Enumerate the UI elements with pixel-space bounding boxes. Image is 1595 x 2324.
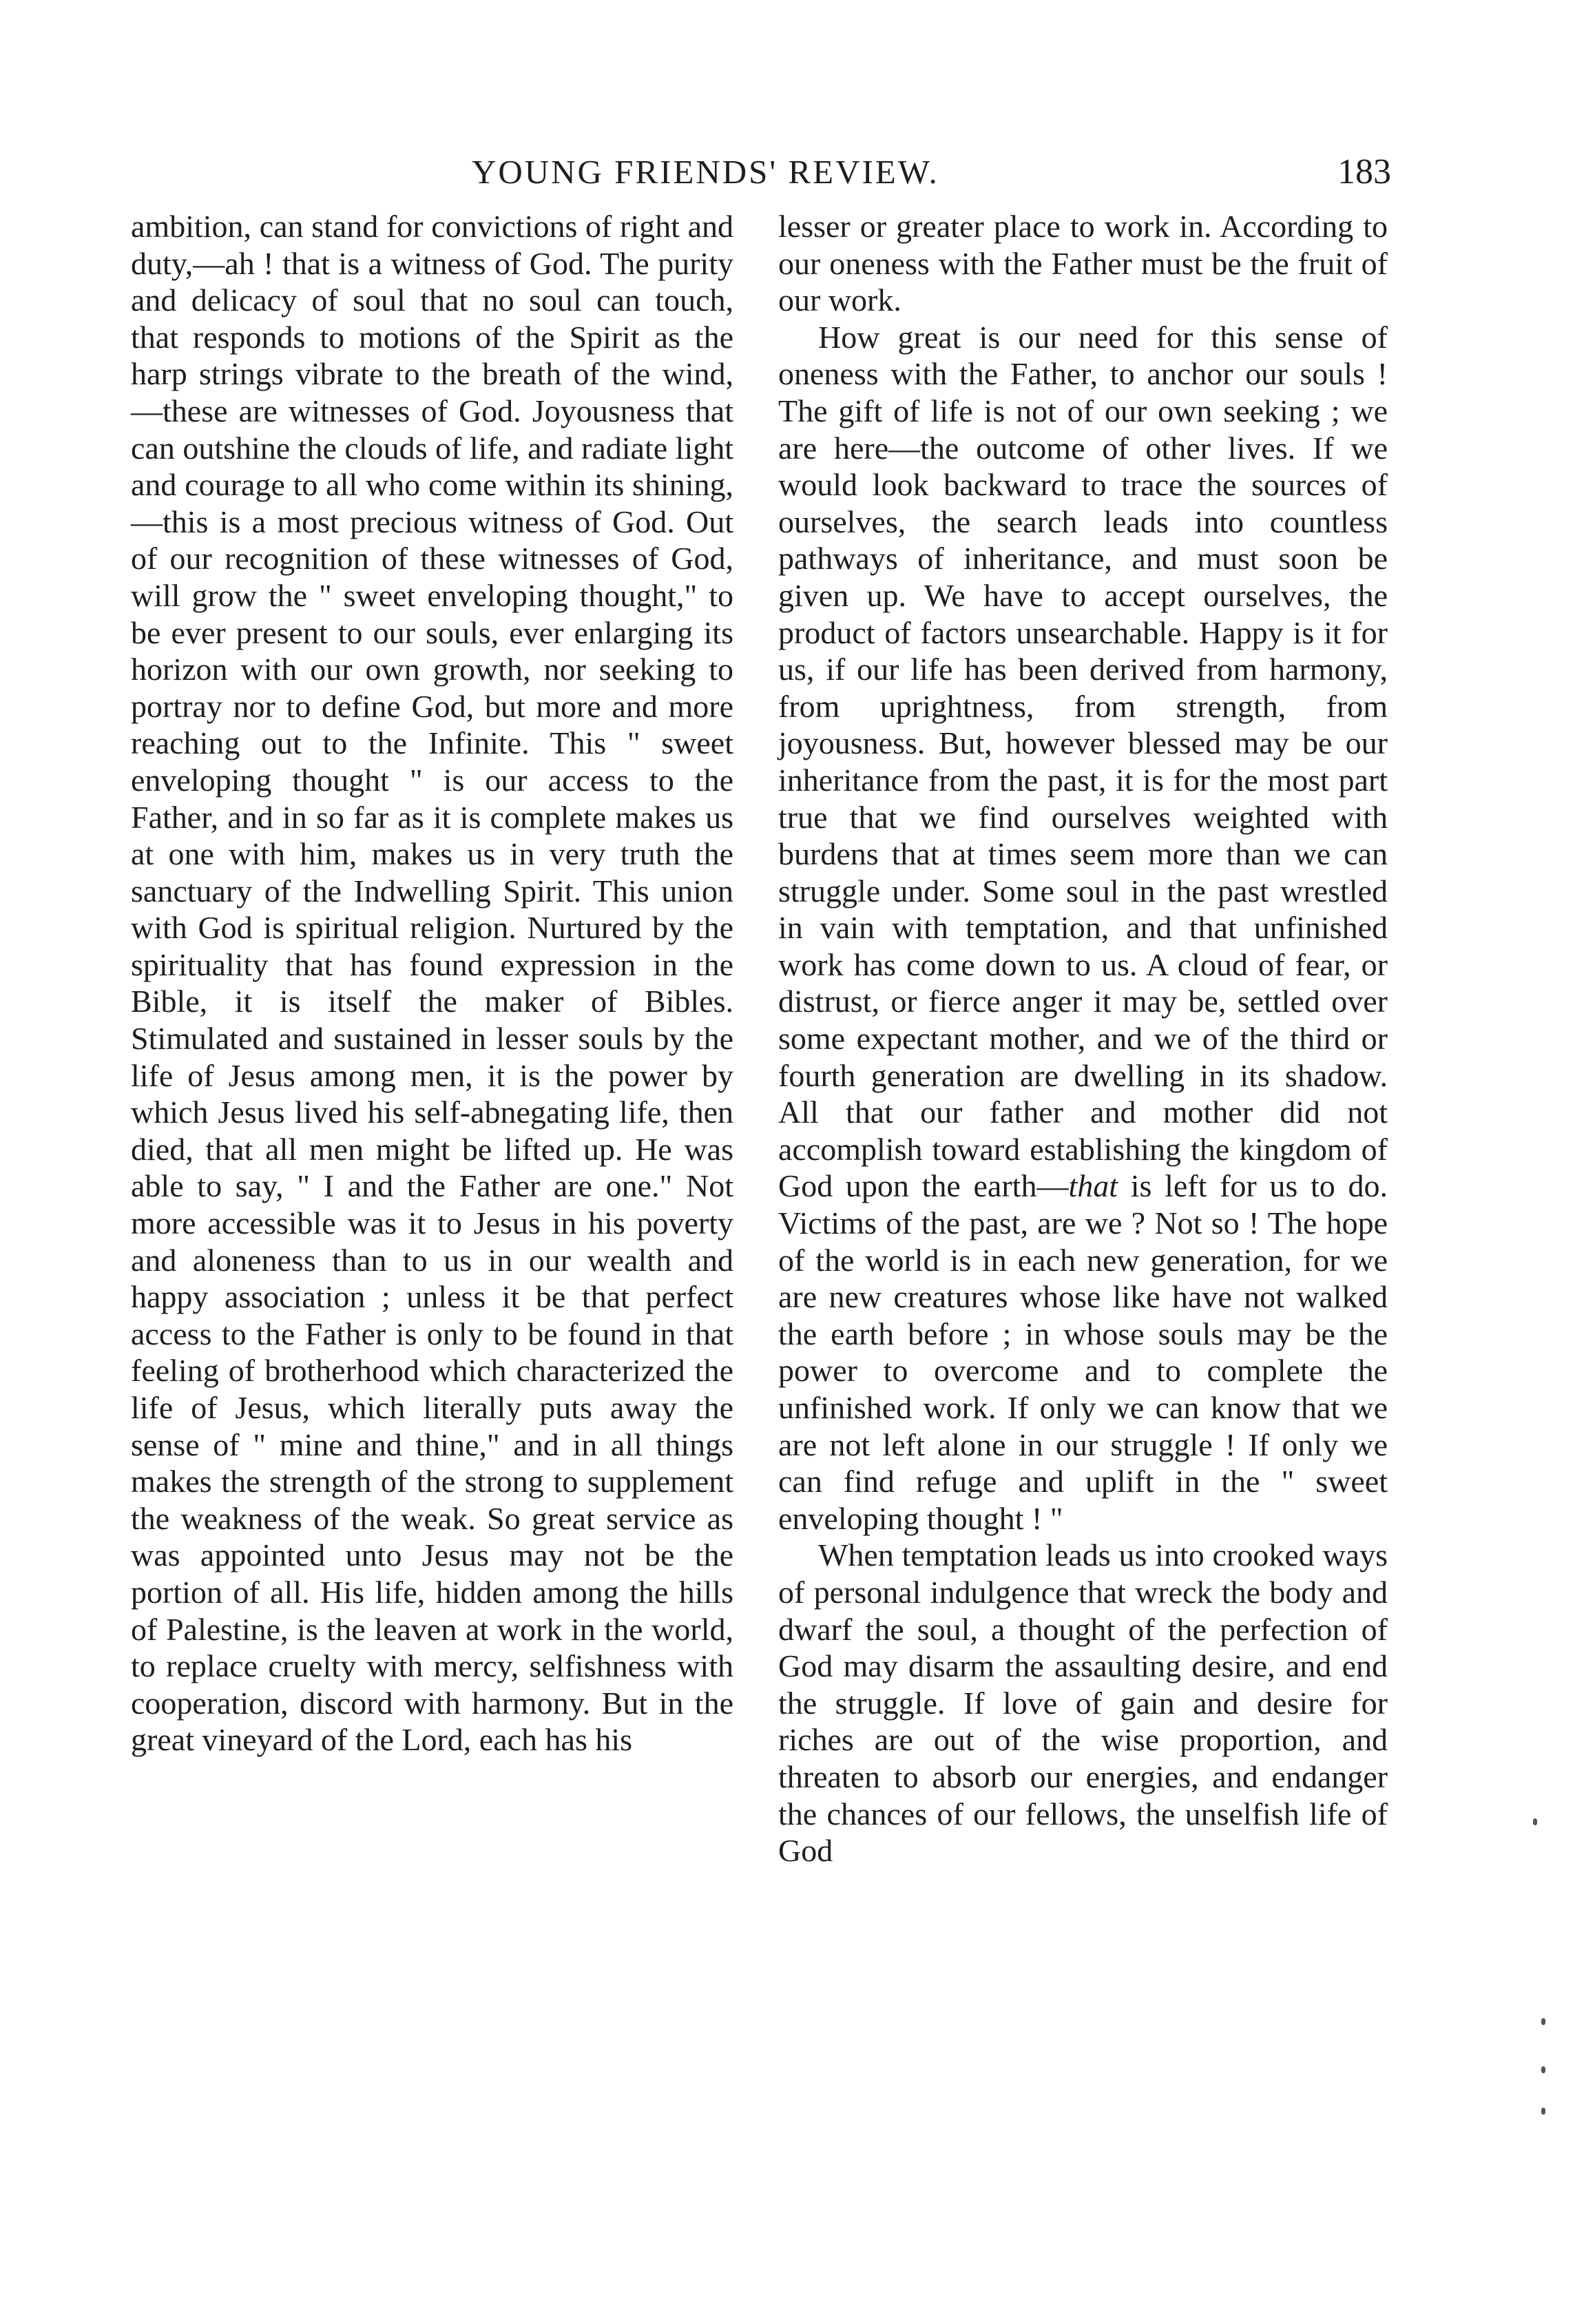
left-column [131,208,733,1758]
right-paragraph-2-italic: that [1068,1168,1118,1204]
right-paragraph-3: When temptation leads us into crooked ways of personal indulgence that wreck the body and dwarf the soul, a thought of the perfection of God may disarm the assaulting desire, and end the struggle. If love of gain and desire for riches are out of the wise proportion, and threaten to absorb our energies, and endanger the chances of our fellows, the unselfish life of God [778,1537,1388,1869]
left-paragraph-1: ambition, can stand for convictions of right and duty,—ah ! that is a witness of God. The purity and delicacy of soul that no soul can touch, that responds to motions of the Spirit as the harp strings vibrate to the breath of the wind,—these are witnesses of God. Joyousness that can outshine the clouds of life, and radiate light and courage to all who come within its shining,—this is a most precious witness of God. Out of our recognition of these witnesses of God, will grow the " sweet enveloping thought," to be ever present to our souls, ever enlarging its horizon with our own growth, nor seeking to portray nor to define God, but more and more reaching out to the Infinite. This " sweet enveloping thought " is our access to the Father, and in so far as it is complete makes us at one with him, makes us in very truth the sanctuary of the Indwelling Spirit. This union with God is spiritual religion. Nurtured by the spirituality that has found expression in the Bible, it is itself the maker of Bibles. Stimulated and sustained in lesser souls by the life of Jesus among men, it is the power by which Jesus lived his self-abnegating life, then died, that all men might be lifted up. He was able to say, " I and the Father are one." Not more accessible was it to Jesus in his poverty and aloneness than to us in our wealth and happy association ; unless it be that perfect access to the Father is only to be found in that feeling of brotherhood which characterized the life of Jesus, which literally puts away the sense of " mine and thine," and in all things makes the strength of the strong to supplement the weakness of the weak. So great service as was appointed unto Jesus may not be the portion of all. His life, hidden among the hills of Palestine, is the leaven at work in the world, to replace cruelty with mercy, selfishness with cooperation, discord with harmony. But in the great vineyard of the Lord, each has his [131,209,734,1758]
margin-speck [1533,1818,1537,1825]
running-head [124,145,1391,200]
right-paragraph-2-end: is left for us to do. Victims of the past, are we ? Not so ! The hope of the world is in each new generation, for we are new creatures whose like have not walked the earth before ; in whose souls may be the power to overcome and to complete the unfinished work. If only we can know that we are not left alone in our struggle ! If only we can find refuge and uplift in the " sweet enveloping thought ! " [778,1168,1388,1536]
page-number: 183 [1337,152,1391,191]
margin-speck [1541,2066,1545,2073]
right-paragraph-2-text: How great is our need for this sense of oneness with the Father, to anchor our souls ! The gift of life is not of our own seeking ; we are here—the outcome of other lives. If we would look backward to trace the sources of ourselves, the search leads into countless pathways of inheritance, and must soon be given up. We have to accept ourselves, the product of factors unsearchable. Happy is it for us, if our life has been derived from harmony, from uprightness, from strength, from joyousness. But, however blessed may be our inheritance from the past, it is for the most part true that we find ourselves weighted with burdens that at times seem more than we can struggle under. Some soul in the past wrestled in vain with temptation, and that unfinished work has come down to us. A cloud of fear, or distrust, or fierce anger it may be, settled over some expectant mother, and we of the third or fourth generation are dwelling in its shadow. All that our father and mother did not accomplish toward establishing the kingdom of God upon the earth— [778,319,1388,1204]
margin-speck [1541,2018,1545,2025]
right-column [778,208,1388,1869]
right-paragraph-2 [778,319,1388,1537]
margin-speck [1541,2108,1545,2115]
right-paragraph-1: lesser or greater place to work in. According to our oneness with the Father must be the fruit of our work. [778,209,1388,318]
running-title: YOUNG FRIENDS' REVIEW. [472,153,939,191]
